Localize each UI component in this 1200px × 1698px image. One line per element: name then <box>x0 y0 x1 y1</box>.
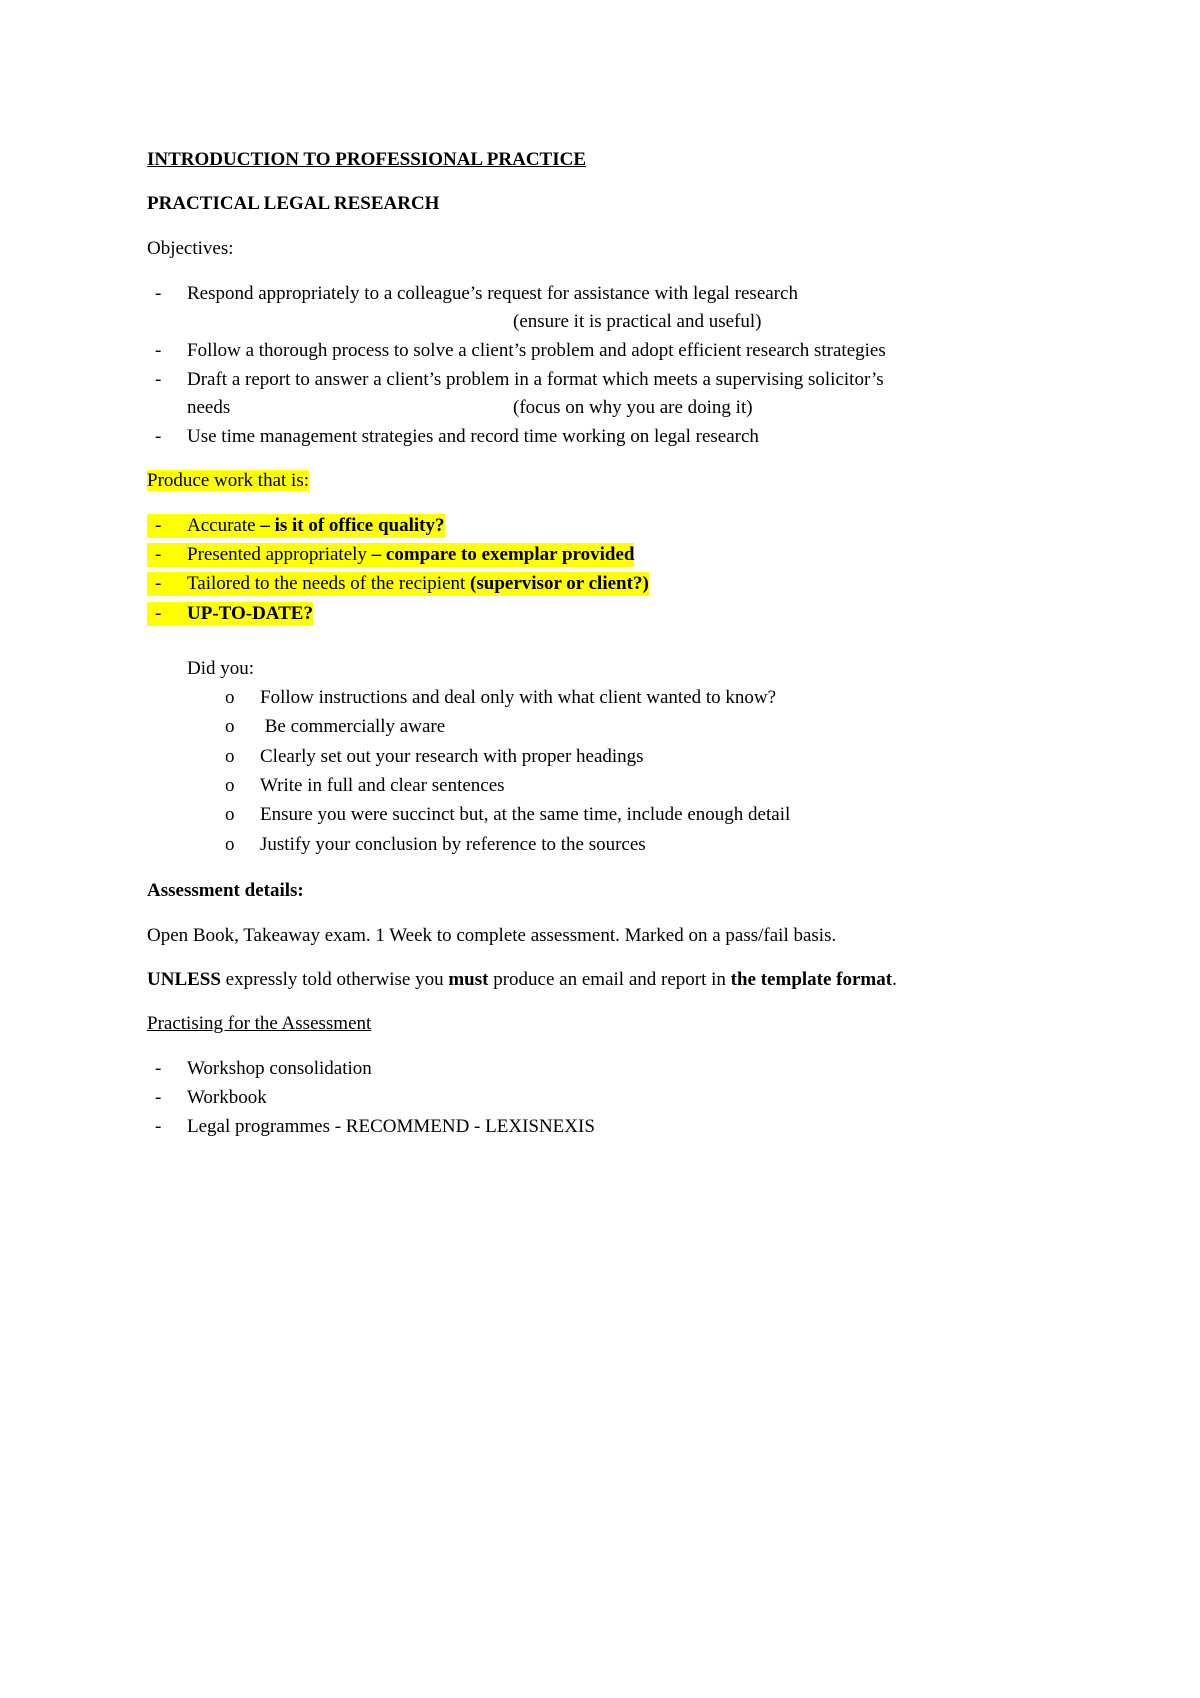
objective-text: Follow a thorough process to solve a client’s problem and adopt efficient research strategies <box>187 340 886 361</box>
produce-label <box>147 469 309 493</box>
produce-item <box>187 514 445 538</box>
objective-text: Respond appropriately to a colleague’s request for assistance with legal research <box>187 283 798 304</box>
objective-note: (ensure it is practical and useful) <box>513 311 762 332</box>
produce-item-bold: – is it of office quality? <box>260 515 445 536</box>
produce-item <box>187 572 649 596</box>
assessment-text: produce an email and report in <box>488 969 731 990</box>
objective-note: (focus on why you are doing it) <box>513 397 753 418</box>
produce-item-plain: Presented appropriately <box>187 544 372 565</box>
circle-bullet-icon: o <box>225 804 235 825</box>
circle-bullet-icon: o <box>225 775 235 796</box>
did-you-item: Be commercially aware <box>260 716 446 737</box>
practising-item: Legal programmes - RECOMMEND - LEXISNEXIS <box>187 1116 595 1137</box>
did-you-label: Did you: <box>187 658 255 679</box>
circle-bullet-icon: o <box>225 687 235 708</box>
produce-item-bold: (supervisor or client?) <box>470 573 649 594</box>
dash-marker: - <box>155 515 162 536</box>
dash-marker: - <box>155 544 162 565</box>
dash-marker: - <box>155 1116 162 1137</box>
circle-bullet-icon: o <box>225 834 235 855</box>
did-you-item: Clearly set out your research with proper headings <box>260 746 644 767</box>
did-you-item: Follow instructions and deal only with what client wanted to know? <box>260 687 777 708</box>
produce-item <box>187 602 313 626</box>
assessment-line-2 <box>147 968 897 992</box>
highlight-marker <box>147 602 187 626</box>
produce-item-plain: Accurate <box>187 515 261 536</box>
dash-marker: - <box>155 1058 162 1079</box>
highlight-marker <box>147 543 187 567</box>
template-format-text: the template format <box>730 969 893 990</box>
assessment-heading: Assessment details: <box>147 880 304 901</box>
circle-bullet-icon: o <box>225 746 235 767</box>
assessment-line-1: Open Book, Takeaway exam. 1 Week to complete assessment. Marked on a pass/fail basis. <box>147 925 837 946</box>
objectives-label: Objectives: <box>147 238 234 259</box>
produce-item-bold: UP-TO-DATE? <box>187 603 313 624</box>
assessment-text: expressly told otherwise you <box>220 969 449 990</box>
dash-marker: - <box>155 369 162 390</box>
highlight-marker <box>147 572 187 596</box>
dash-marker: - <box>155 1087 162 1108</box>
dash-marker: - <box>155 340 162 361</box>
must-text: must <box>448 969 489 990</box>
produce-item <box>187 543 634 567</box>
dash-marker: - <box>155 283 162 304</box>
objective-text: Use time management strategies and record time working on legal research <box>187 426 759 447</box>
document-subtitle: PRACTICAL LEGAL RESEARCH <box>147 193 440 214</box>
practising-item: Workbook <box>187 1087 267 1108</box>
dash-marker: - <box>155 603 162 624</box>
did-you-item: Write in full and clear sentences <box>260 775 505 796</box>
highlight-marker <box>147 514 187 538</box>
did-you-item: Justify your conclusion by reference to the sources <box>260 834 646 855</box>
assessment-text: . <box>892 969 897 990</box>
dash-marker: - <box>155 573 162 594</box>
unless-text: UNLESS <box>147 969 221 990</box>
dash-marker: - <box>155 426 162 447</box>
circle-bullet-icon: o <box>225 716 235 737</box>
produce-item-plain: Tailored to the needs of the recipient <box>187 573 471 594</box>
did-you-item: Ensure you were succinct but, at the same time, include enough detail <box>260 804 791 825</box>
practising-heading: Practising for the Assessment <box>147 1013 372 1034</box>
document-title: INTRODUCTION TO PROFESSIONAL PRACTICE <box>147 149 587 170</box>
practising-item: Workshop consolidation <box>187 1058 372 1079</box>
objective-continuation: needs <box>187 397 231 418</box>
objective-text: Draft a report to answer a client’s problem in a format which meets a supervising solicitor’s <box>187 369 884 390</box>
produce-label-text: Produce work that is: <box>147 470 310 491</box>
produce-item-bold: – compare to exemplar provided <box>371 544 635 565</box>
